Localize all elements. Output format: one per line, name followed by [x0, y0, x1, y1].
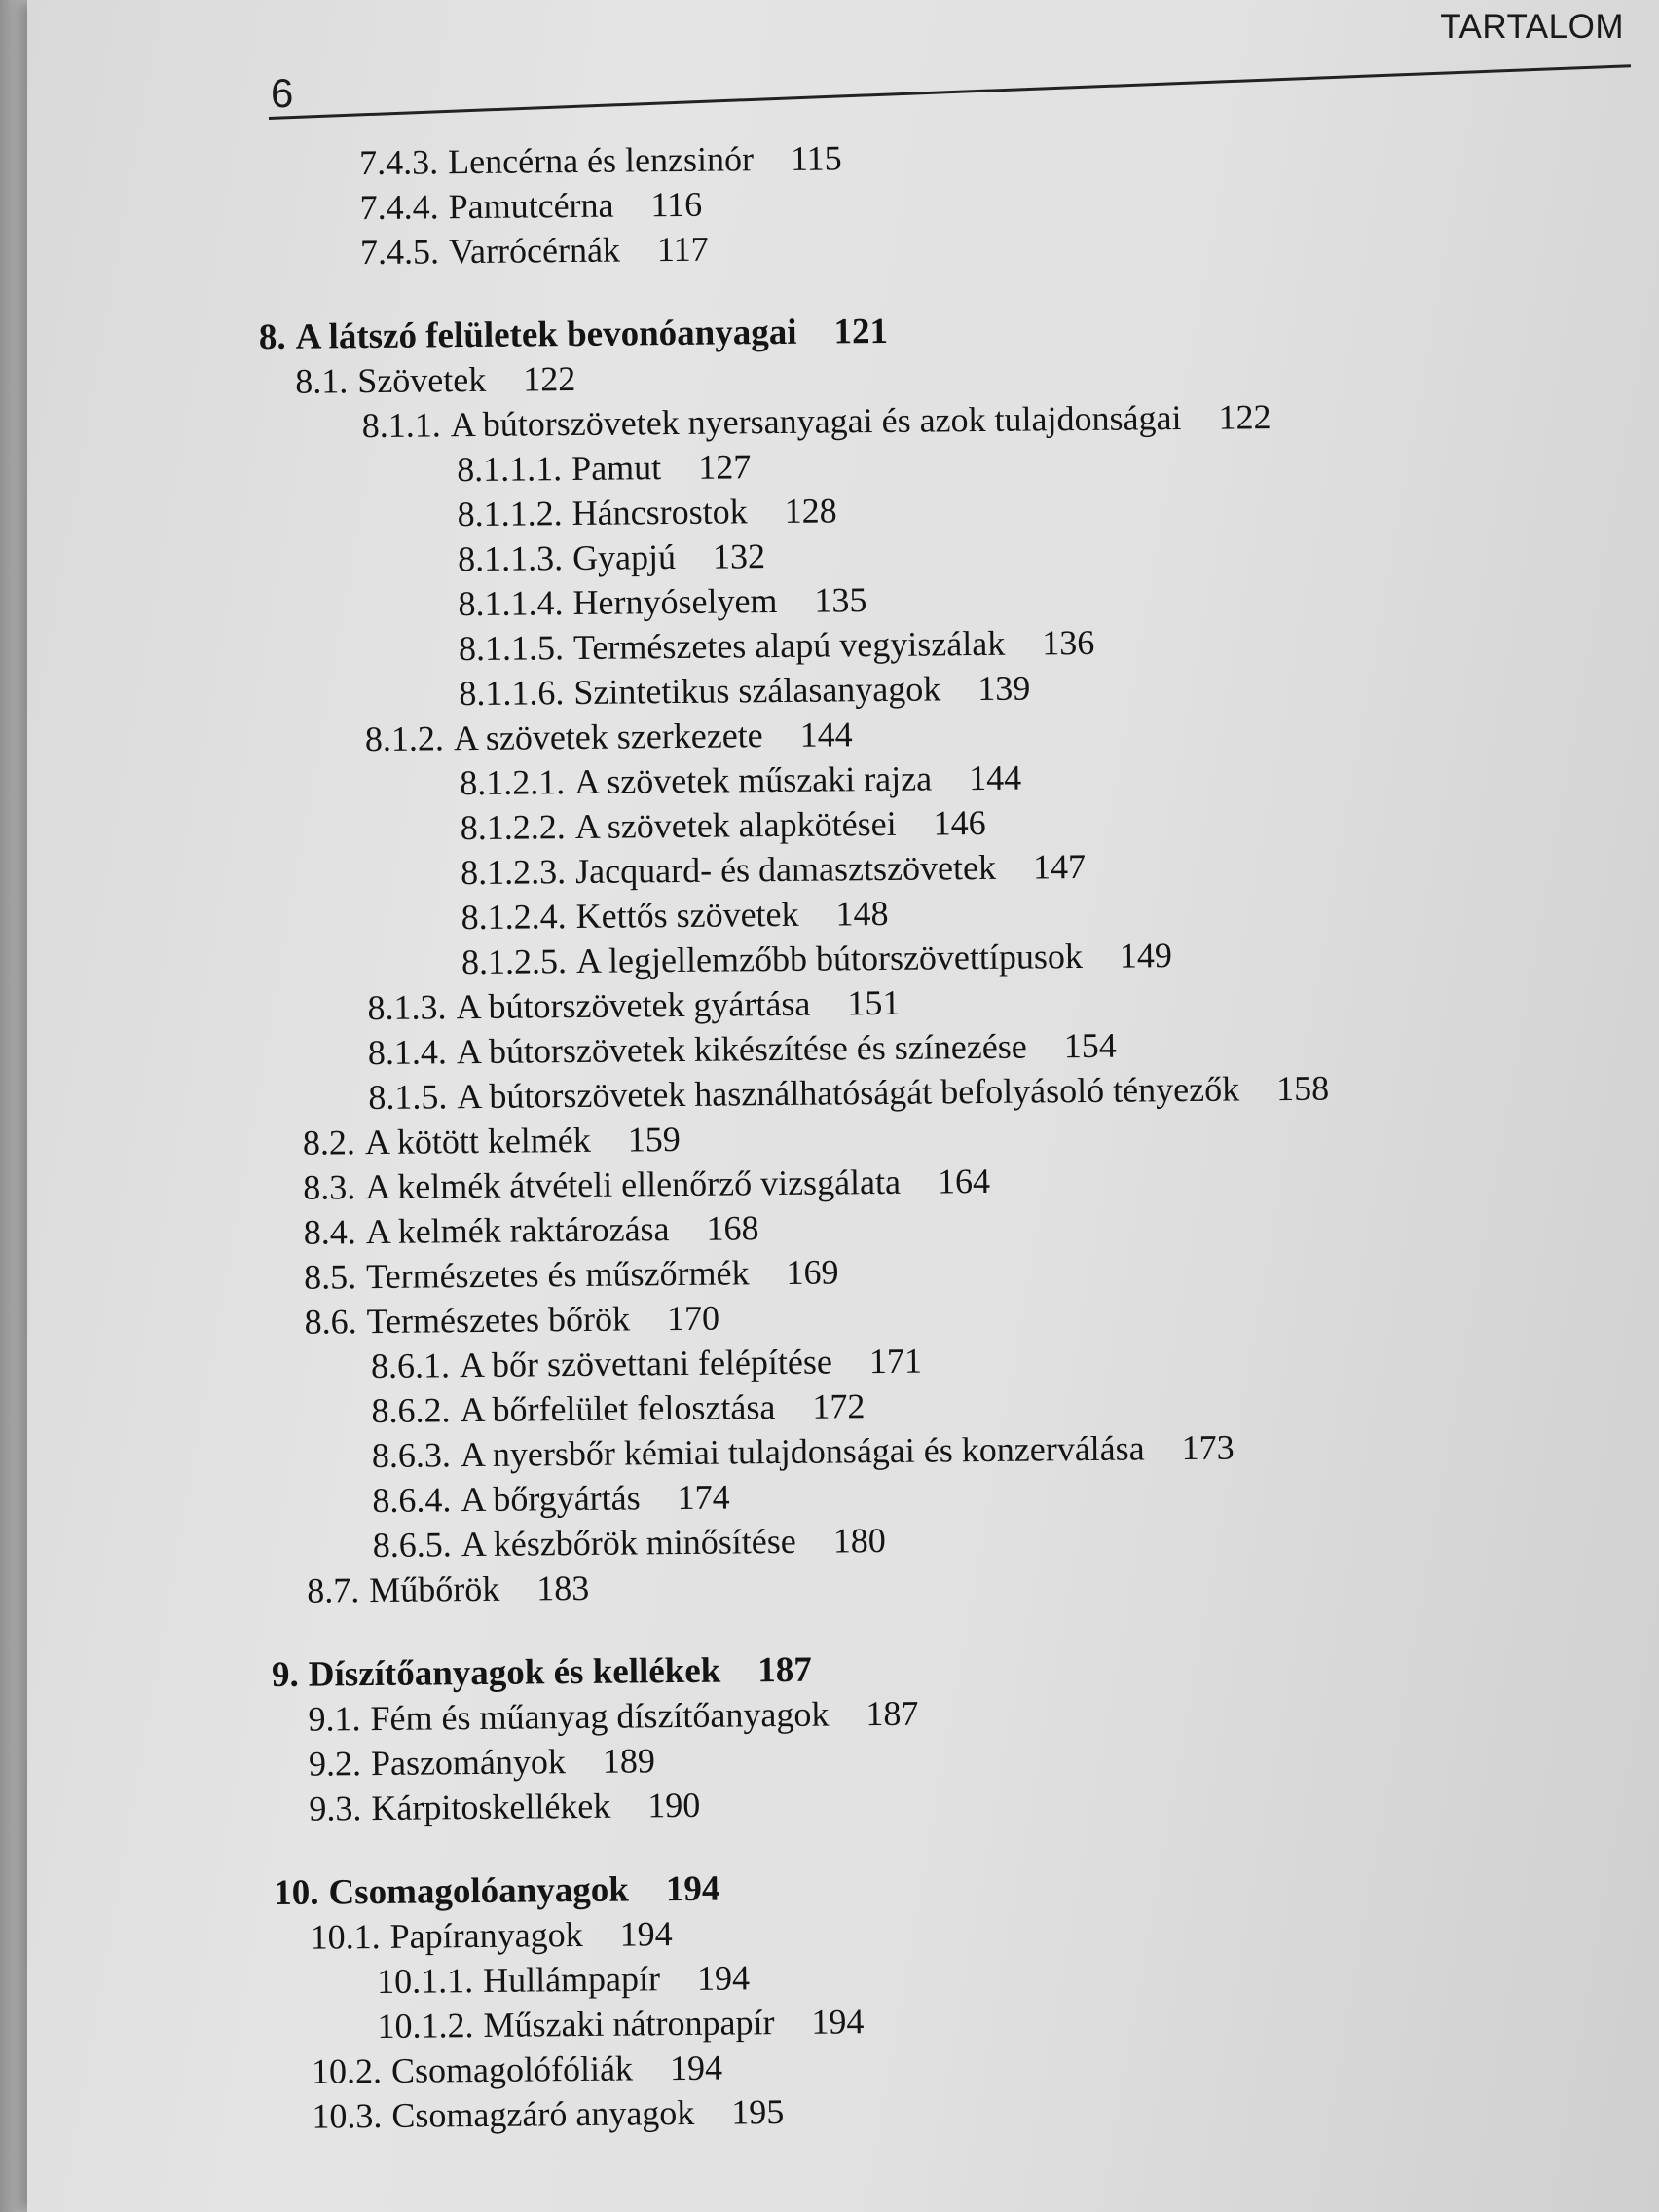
toc-entry-title: Szövetek [357, 359, 487, 401]
toc-entry [457, 536, 766, 579]
toc-entry-title: Pamut [571, 448, 662, 489]
toc-entry [302, 1119, 681, 1162]
toc-entry [311, 2047, 723, 2091]
toc-entry-page: 132 [712, 536, 766, 576]
toc-entry [458, 622, 1095, 669]
toc-entry-page: 144 [968, 757, 1022, 798]
toc-entry-page: 139 [977, 668, 1031, 709]
toc-entry-page: 190 [647, 1785, 701, 1825]
toc-chapter [258, 311, 889, 358]
toc-entry-page: 121 [833, 311, 889, 352]
toc-entry-page: 144 [799, 715, 853, 755]
toc-entry-title: Természetes bőrök [366, 1299, 631, 1342]
toc-entry-page: 151 [847, 982, 901, 1023]
toc-entry-page: 170 [666, 1298, 720, 1339]
toc-entry-number: 8.1.1.1. [457, 449, 563, 490]
toc-entry-number: 8.1.1. [361, 405, 441, 446]
toc-entry-title: A kelmék átvételi ellenőrző vizsgálata [365, 1161, 902, 1207]
toc-entry-number: 8.1.1.4. [458, 583, 564, 624]
toc-entry-title: A készbőrök minősítése [461, 1521, 796, 1565]
toc-entry-title: Paszományok [370, 1742, 567, 1784]
toc-entry-page: 168 [706, 1208, 759, 1248]
toc-entry-page: 189 [602, 1741, 656, 1781]
toc-entry-title: A látszó felületek bevonóanyagai [295, 312, 797, 357]
toc-entry-number: 8.1.4. [367, 1032, 448, 1073]
toc-entry-page: 135 [814, 580, 867, 620]
toc-entry-title: Szintetikus szálasanyagok [573, 669, 941, 713]
toc-entry-title: Műbőrök [369, 1568, 500, 1610]
toc-entry-title: Kárpitoskellékek [371, 1786, 611, 1828]
toc-entry-number: 10.1.2. [377, 2006, 474, 2046]
toc-entry-page: 147 [1032, 846, 1087, 887]
toc-entry-page: 136 [1042, 622, 1095, 663]
toc-entry [358, 138, 842, 183]
toc-entry-title: A kötött kelmék [364, 1120, 591, 1162]
toc-entry-number: 8.6. [304, 1302, 357, 1342]
toc-entry-title: A bőr szövettani felépítése [459, 1342, 833, 1385]
toc-entry-number: 8.7. [307, 1570, 360, 1610]
toc-entry-number: 8.3. [303, 1167, 356, 1207]
toc-entry-title: A bútorszövetek gyártása [456, 983, 811, 1027]
toc-entry-title: A legjellemzőbb bútorszövettípusok [575, 937, 1084, 981]
toc-entry-number: 8.1.1.5. [458, 628, 565, 669]
toc-entry-number: 8.6.2. [371, 1390, 451, 1431]
toc-entry-number: 8.1.5. [368, 1077, 448, 1118]
toc-entry-title: A szövetek alapkötései [574, 803, 897, 847]
toc-entry-title: Műszaki nátronpapír [483, 2003, 775, 2045]
toc-entry-title: Papíranyagok [389, 1914, 583, 1956]
toc-entry [459, 668, 1031, 714]
toc-entry-number: 10. [274, 1872, 319, 1914]
toc-entry-title: Természetes és műszőrmék [365, 1253, 750, 1297]
toc-entry-page: 172 [812, 1386, 866, 1426]
toc-entry-title: A bútorszövetek használhatóságát befolyásoló tényezők [457, 1069, 1240, 1117]
toc-entry-number: 8.1.2.4. [461, 897, 567, 938]
toc-entry-number: 8.1.1.3. [457, 538, 564, 579]
toc-entry-title: Kettős szövetek [575, 894, 799, 937]
toc-entry [460, 846, 1087, 893]
toc-entry-title: Csomagolófóliák [390, 2048, 634, 2090]
toc-entry [458, 580, 867, 624]
toc-entry-page: 122 [523, 358, 576, 399]
toc-entry-title: A szövetek műszaki rajza [574, 758, 933, 802]
toc-entry [364, 715, 853, 759]
toc-entry-page: 159 [627, 1119, 681, 1160]
toc-entry-page: 173 [1181, 1427, 1235, 1468]
toc-chapter [271, 1649, 812, 1696]
toc-entry-title: A bőrgyártás [461, 1478, 641, 1520]
toc-entry-title: Pamutcérna [448, 185, 614, 227]
toc-entry-title: A szövetek szerkezete [453, 716, 763, 758]
toc-entry [460, 757, 1022, 803]
toc-entry [303, 1208, 759, 1252]
toc-entry [295, 358, 576, 401]
toc-entry [359, 184, 703, 228]
toc-entry [371, 1386, 866, 1431]
toc-entry [303, 1163, 990, 1205]
toc-entry-page: 171 [868, 1341, 923, 1382]
toc-entry-number: 8.1.2.3. [460, 852, 567, 893]
toc-entry-title: Lencérna és lenzsinór [447, 139, 755, 182]
toc-entry-title: Fém és műanyag díszítőanyagok [370, 1694, 830, 1739]
toc-entry [367, 982, 901, 1028]
toc-entry [460, 802, 986, 848]
toc-entry-number: 10.3. [312, 2095, 383, 2136]
toc-entry-number: 8.1.2. [364, 719, 445, 759]
toc-entry [370, 1341, 923, 1386]
toc-entry-page: 169 [786, 1252, 839, 1292]
toc-entry [377, 2004, 864, 2044]
toc-entry-title: Varrócérnák [448, 230, 621, 272]
toc-entry-page: 183 [536, 1567, 590, 1608]
toc-entry-number: 9.1. [308, 1699, 361, 1739]
book-page [27, 0, 1659, 2212]
toc-entry-page: 187 [757, 1649, 812, 1691]
toc-entry-number: 9. [271, 1654, 300, 1696]
toc-entry-number: 7.4.4. [359, 187, 439, 228]
toc-entry-title: Háncsrostok [571, 492, 748, 534]
toc-entry-page: 174 [677, 1477, 730, 1518]
toc-entry [461, 936, 1173, 982]
toc-entry-page: 194 [669, 2047, 723, 2088]
toc-entry [307, 1567, 590, 1610]
toc-entry-number: 8.6.1. [370, 1346, 451, 1386]
toc-entry-number: 8.1.2.2. [460, 807, 566, 848]
toc-entry-number: 10.1.1. [376, 1961, 474, 2002]
toc-entry [368, 1068, 1330, 1118]
toc-entry [372, 1477, 730, 1521]
toc-entry [312, 2094, 784, 2134]
running-head: TARTALOM [1440, 8, 1624, 46]
toc-entry-number: 8.1.3. [367, 987, 447, 1028]
toc-entry-number: 8.6.3. [371, 1435, 452, 1476]
toc-entry-number: 8.6.4. [372, 1480, 452, 1521]
toc-entry-title: Természetes alapú vegyiszálak [572, 623, 1006, 668]
toc-entry-title: A bútorszövetek nyersanyagai és azok tulajdonságai [450, 398, 1182, 445]
toc-entry-title: A bútorszövetek kikészítése és színezése [456, 1026, 1027, 1072]
toc-entry-number: 8. [258, 316, 286, 358]
toc-entry-title: A kelmék raktározása [365, 1209, 670, 1252]
toc-entry-number: 7.4.5. [359, 232, 440, 273]
toc-entry-number: 8.1.2.5. [461, 941, 568, 982]
toc-entry [310, 1916, 672, 1955]
toc-entry-page: 146 [933, 802, 986, 843]
toc-entry [372, 1520, 886, 1566]
toc-entry [457, 491, 837, 535]
toc-entry-page: 127 [698, 447, 752, 487]
toc-entry-page: 149 [1119, 936, 1173, 976]
toc-entry-page: 158 [1275, 1068, 1330, 1109]
toc-entry-title: Hernyóselyem [572, 581, 778, 623]
toc-entry-number: 9.3. [309, 1788, 362, 1828]
toc-entry-page: 194 [619, 1914, 673, 1954]
table-of-contents [258, 134, 1534, 2136]
header-rule [269, 64, 1631, 120]
toc-entry-page: 115 [790, 138, 842, 178]
toc-entry-page: 180 [832, 1520, 886, 1561]
toc-entry-page: 194 [811, 2002, 865, 2042]
toc-entry-page: 194 [696, 1958, 751, 1998]
toc-entry-number: 8.2. [302, 1123, 356, 1162]
toc-entry-page: 164 [937, 1161, 991, 1201]
toc-entry-title: Hullámpapír [482, 1959, 661, 2000]
toc-entry-number: 8.6.5. [372, 1525, 452, 1566]
toc-entry-number: 8.4. [303, 1212, 356, 1252]
toc-entry-number: 7.4.3. [358, 142, 439, 183]
toc-entry-page: 122 [1218, 397, 1272, 437]
toc-entry-page: 148 [835, 893, 889, 934]
toc-entry [457, 447, 752, 490]
toc-entry-number: 8.5. [303, 1257, 357, 1297]
toc-entry [376, 1958, 751, 2002]
toc-entry-number: 10.1. [310, 1916, 381, 1957]
toc-entry [309, 1785, 701, 1828]
toc-entry-number: 8.1.1.2. [457, 494, 563, 535]
toc-entry-page: 187 [866, 1693, 919, 1734]
toc-entry-page: 154 [1063, 1025, 1117, 1066]
toc-entry [303, 1252, 839, 1297]
toc-entry-number: 8.1.2.1. [460, 762, 566, 803]
toc-entry [461, 893, 889, 938]
toc-entry-number: 8.1. [295, 361, 349, 401]
toc-entry [361, 397, 1272, 446]
toc-entry-title: A bőrfelület felosztása [460, 1387, 776, 1430]
toc-entry [371, 1427, 1235, 1476]
toc-entry-page: 128 [784, 491, 837, 531]
toc-entry-title: A nyersbőr kémiai tulajdonságai és konzerválása [460, 1428, 1145, 1475]
toc-entry-page: 117 [656, 229, 709, 270]
page-number: 6 [271, 70, 294, 116]
toc-entry [308, 1693, 919, 1739]
toc-entry [304, 1298, 720, 1342]
toc-chapter [274, 1868, 720, 1914]
toc-entry [308, 1741, 656, 1784]
toc-entry-number: 8.1.1.6. [459, 673, 565, 714]
toc-entry-title: Csomagolóanyagok [328, 1869, 630, 1913]
toc-entry-page: 194 [665, 1868, 720, 1910]
toc-entry-title: Csomagzáró anyagok [391, 2092, 695, 2135]
toc-entry-number: 9.2. [308, 1744, 362, 1784]
toc-entry-page: 116 [650, 184, 703, 225]
toc-entry-title: Jacquard- és damasztszövetek [574, 847, 997, 892]
book-spine-shadow [0, 0, 27, 2212]
toc-entry [359, 229, 709, 273]
toc-entry [367, 1025, 1117, 1073]
toc-entry-number: 10.2. [311, 2050, 383, 2091]
toc-entry-page: 195 [731, 2092, 785, 2132]
toc-entry-title: Díszítőanyagok és kellékek [308, 1650, 721, 1695]
toc-entry-title: Gyapjú [571, 537, 677, 578]
